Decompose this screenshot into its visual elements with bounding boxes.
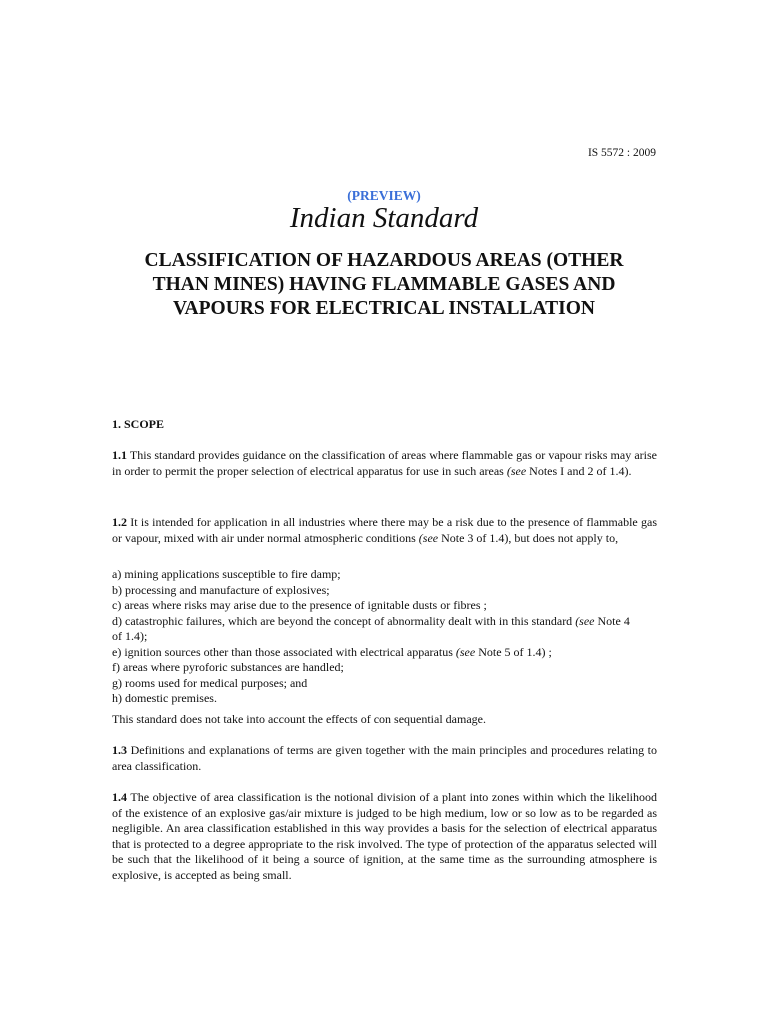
clause-text: Note 3 of 1.4), but does not apply to, <box>438 530 619 545</box>
list-item <box>112 645 657 661</box>
preview-label: (PREVIEW) <box>347 188 421 203</box>
section-heading-scope: 1. SCOPE <box>112 417 165 431</box>
list-item: b) processing and manufacture of explosives; <box>112 582 330 597</box>
list-text: e) ignition sources other than those associated with electrical apparatus <box>112 644 456 659</box>
list-item: f) areas where pyroforic substances are handled; <box>112 660 344 674</box>
clause-number: 1.1 <box>112 448 127 462</box>
list-item: c) areas where risks may arise due to the presence of ignitable dusts or fibres ; <box>112 598 487 612</box>
paragraph-1-4 <box>112 790 657 883</box>
paragraph-1-3 <box>112 743 657 774</box>
paragraph-1-1 <box>112 448 657 479</box>
see-ref: (see <box>575 613 595 628</box>
list-item: a) mining applications susceptible to fire damp; <box>112 567 341 581</box>
list-item <box>112 614 657 630</box>
clause-number: 1.4 <box>112 790 127 804</box>
see-ref: (see <box>455 644 476 659</box>
standard-heading: Indian Standard <box>289 202 479 234</box>
list-text: Note 4 <box>594 613 630 628</box>
clause-number: 1.2 <box>112 515 127 529</box>
document-number: IS 5572 : 2009 <box>587 147 656 159</box>
list-item: g) rooms used for medical purposes; and <box>112 675 308 690</box>
clause-text: Definitions and explanations of terms are given together with the main principles and procedures relating to area classification. <box>112 743 657 773</box>
clause-text: Notes I and 2 of 1.4). <box>526 463 632 478</box>
see-ref: (see <box>418 530 439 545</box>
list-item-continuation: of 1.4); <box>112 629 148 643</box>
paragraph-1-2 <box>112 515 657 546</box>
list-text: d) catastrophic failures, which are beyond the concept of abnormality dealt with in this standard <box>112 613 576 628</box>
list-text: Note 5 of 1.4) ; <box>475 644 552 659</box>
clause-text: This standard provides guidance on the classification of areas where flammable gas or vapour risks may arise in order to permit the proper selection of electrical apparatus for use in such areas <box>112 448 657 478</box>
list-item: h) domestic premises. <box>112 691 217 705</box>
note-paragraph: This standard does not take into account the effects of con sequential damage. <box>112 712 486 726</box>
see-ref: (see <box>506 463 527 478</box>
clause-text: The objective of area classification is the notional division of a plant into zones within which the likelihood of the existence of an explosive gas/air mixture is judged to be high medium, low or so low as to be regarded as negligible. An area classification established in this way provides a basis for the selection of electrical apparatus that is protected to a degree appropriate to the risk involved. The type of protection of the apparatus selected will be such that the likelihood of it being a source of ignition, at the same time as the surrounding atmosphere is explosive, is accepted as being small. <box>112 790 657 882</box>
clause-text: It is intended for application in all industries where there may be a risk due to the presence of flammable gas or vapour, mixed with air under normal atmospheric conditions <box>112 515 657 545</box>
document-title: CLASSIFICATION OF HAZARDOUS AREAS (OTHER THAN MINES) HAVING FLAMMABLE GASES AND VAPOURS FOR ELECTRICAL INSTALLATION <box>144 250 624 319</box>
exclusion-list <box>112 567 657 707</box>
clause-number: 1.3 <box>112 743 127 757</box>
